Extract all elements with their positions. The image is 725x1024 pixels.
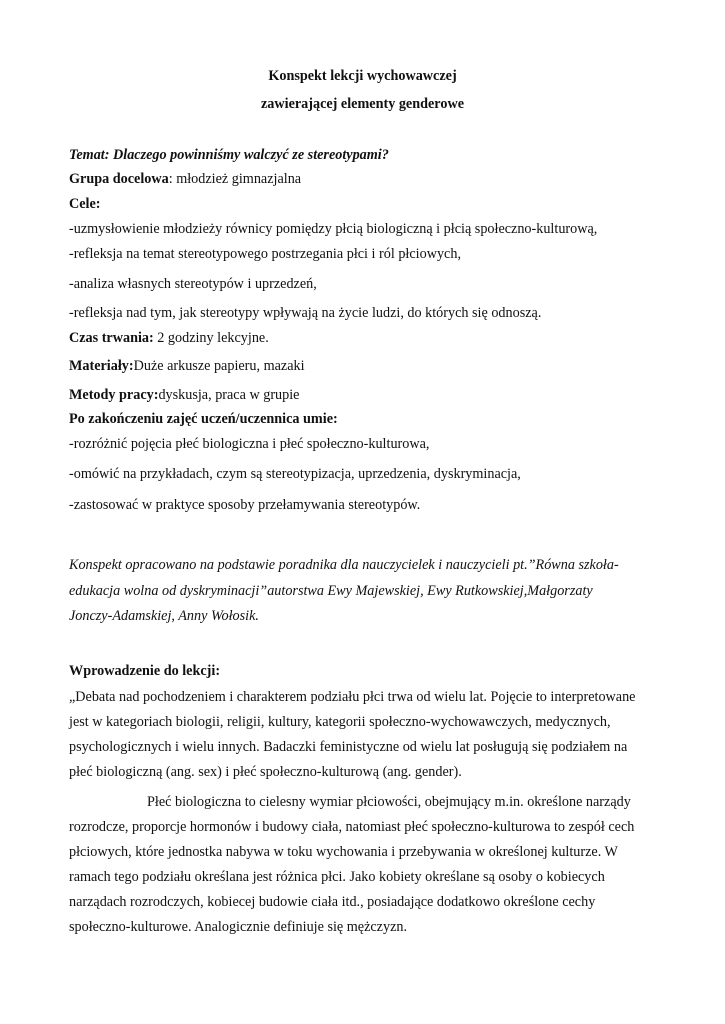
group-label: Grupa docelowa [69,171,169,187]
duration-value: 2 godziny lekcyjne. [153,330,269,346]
methods-line [69,386,299,404]
source-note-line: Konspekt opracowano na podstawie poradnika dla nauczycielek i nauczycieli pt.”Równa szkoła- [69,557,619,573]
intro-paragraph-line: „Debata nad pochodzeniem i charakterem podziału płci trwa od wielu lat. Pojęcie to interpretowane [69,689,636,705]
intro-paragraph-line: narządach rozrodczych, kobiecej budowie ciała itd., posiadające dodatkowo określone cechy [69,894,596,910]
outcome-item: -rozróżnić pojęcia płeć biologiczna i płeć społeczno-kulturowa, [69,436,430,452]
topic-value: : Dlaczego powinniśmy walczyć ze stereotypami? [104,147,389,163]
intro-paragraph-line: rozrodcze, proporcje hormonów i budowy ciała, natomiast płeć społeczno-kulturowa to zespół cech [69,819,635,835]
outcomes-label: Po zakończeniu zajęć uczeń/uczennica umie: [69,411,338,427]
group-value: : młodzież gimnazjalna [168,171,302,187]
intro-heading: Wprowadzenie do lekcji: [69,663,221,679]
outcome-item: -omówić na przykładach, czym są stereotypizacja, uprzedzenia, dyskryminacja, [69,466,521,482]
document-title-line2: zawierającej elementy genderowe [260,96,464,112]
materials-label: Materiały: [69,358,134,374]
goal-item: -analiza własnych stereotypów i uprzedzeń, [69,276,317,292]
source-note-line: Jonczy-Adamskiej, Anny Wołosik. [69,608,259,624]
goal-item: -refleksja nad tym, jak stereotypy wpływają na życie ludzi, do których się odnoszą. [69,305,542,321]
methods-value: dyskusja, praca w grupie [158,387,300,403]
source-note-line: edukacja wolna od dyskryminacji”autorstwa Ewy Majewskiej, Ewy Rutkowskiej,Małgorzaty [69,583,593,599]
duration-line [69,329,269,347]
intro-paragraph-line: jest w kategoriach biologii, religii, kultury, kategorii społeczno-wychowawczych, medycznych, [69,714,611,730]
goal-item: -uzmysłowienie młodzieży równicy pomiędzy płcią biologiczną i płcią społeczno-kulturową, [69,221,598,237]
intro-paragraph-line: psychologicznych i wielu innych. Badaczki feministyczne od wielu lat posługują się podziałem na [69,739,628,755]
duration-label: Czas trwania: [69,330,154,346]
goals-label: Cele: [69,196,101,212]
intro-paragraph-line: Płeć biologiczna to cielesny wymiar płciowości, obejmujący m.in. określone narządy [147,794,631,810]
methods-label: Metody pracy: [69,387,159,403]
group-line [69,170,301,188]
document-title-line1: Konspekt lekcji wychowawczej [268,68,457,84]
intro-paragraph-line: płciowych, które jednostka nabywa w toku wychowania i przebywania w określonej kulturze. W [69,844,618,860]
goal-item: -refleksja na temat stereotypowego postrzegania płci i ról płciowych, [69,246,461,262]
outcome-item: -zastosować w praktyce sposoby przełamywania stereotypów. [69,497,421,513]
topic-line [69,146,389,164]
intro-paragraph-line: płeć biologiczną (ang. sex) i płeć społeczno-kulturową (ang. gender). [69,764,462,780]
topic-label: Temat [69,147,105,163]
materials-value: Duże arkusze papieru, mazaki [133,358,305,374]
intro-paragraph-line: społeczno-kulturowe. Analogicznie definiuje się mężczyzn. [69,919,408,935]
intro-paragraph-line: ramach tego podziału określana jest różnica płci. Jako kobiety określane są osoby o kobiecych [69,869,605,885]
materials-line [69,357,305,375]
